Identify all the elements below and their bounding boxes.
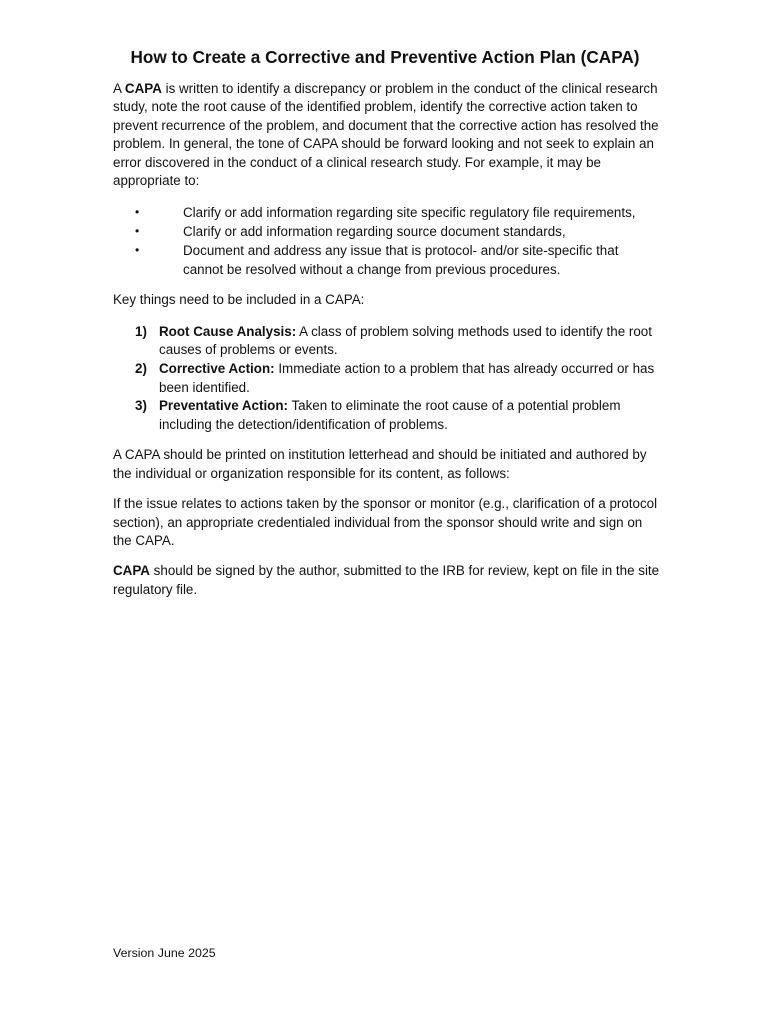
bullet-text: Clarify or add information regarding source document standards, bbox=[183, 224, 566, 240]
item-term: Root Cause Analysis: bbox=[159, 323, 297, 339]
numbered-item bbox=[113, 397, 661, 434]
sponsor-paragraph: If the issue relates to actions taken by the sponsor or monitor (e.g., clarification of a protocol section), an appropriate credentialed individual from the sponsor should write and sign on the CAPA. bbox=[113, 496, 658, 549]
item-text: Taken to eliminate the root cause of a potential problem including the detection/identification of problems. bbox=[159, 398, 621, 432]
bullet-item bbox=[113, 222, 661, 241]
intro-capa-term: CAPA bbox=[124, 81, 162, 96]
document-title: How to Create a Corrective and Preventive Action Plan (CAPA) bbox=[130, 47, 640, 67]
document-body bbox=[113, 80, 661, 599]
item-text: Immediate action to a problem that has already occurred or has been identified. bbox=[159, 361, 655, 395]
intro-paragraph bbox=[113, 80, 661, 190]
version-footer: Version June 2025 bbox=[113, 946, 216, 960]
signature-paragraph bbox=[113, 562, 661, 599]
intro-text: is written to identify a discrepancy or problem in the conduct of the clinical research study, note the root cause of the identified problem, identify the corrective action taken to prevent recurrence of the problem, and document that the corrective action has resolved the problem. In general, the tone of CAPA should be forward looking and not seek to explain an error discovered in the conduct of a clinical research study. For example, it may be appropriate to: bbox=[113, 81, 659, 189]
bullet-item bbox=[113, 203, 661, 222]
numbered-item bbox=[113, 323, 661, 360]
bullet-icon: • bbox=[135, 205, 140, 220]
numbered-item bbox=[113, 360, 661, 397]
example-bullet-list bbox=[113, 203, 661, 279]
item-term: Preventative Action: bbox=[159, 398, 288, 414]
bullet-icon: • bbox=[135, 243, 140, 258]
bullet-text: Clarify or add information regarding site specific regulatory file requirements, bbox=[183, 205, 636, 221]
bullet-text: Document and address any issue that is protocol- and/or site-specific that cannot be resolved without a change from previous procedures. bbox=[183, 243, 619, 278]
item-number: 3) bbox=[135, 398, 147, 414]
item-text: A class of problem solving methods used to identify the root causes of problems or events. bbox=[159, 323, 652, 358]
signature-text: should be signed by the author, submitted to the IRB for review, kept on file in the site regulatory file. bbox=[113, 563, 660, 597]
bullet-item bbox=[113, 241, 661, 279]
signature-capa-term: CAPA bbox=[113, 563, 150, 579]
bullet-icon: • bbox=[135, 224, 140, 239]
key-things-list bbox=[113, 323, 661, 435]
key-things-intro: Key things need to be included in a CAPA: bbox=[113, 292, 365, 308]
letterhead-paragraph: A CAPA should be printed on institution letterhead and should be initiated and authored by the individual or organization responsible for its content, as follows: bbox=[113, 447, 647, 481]
item-number: 2) bbox=[135, 361, 147, 377]
item-term: Corrective Action: bbox=[159, 361, 275, 377]
item-number: 1) bbox=[135, 323, 147, 339]
intro-prefix: A bbox=[113, 81, 125, 96]
